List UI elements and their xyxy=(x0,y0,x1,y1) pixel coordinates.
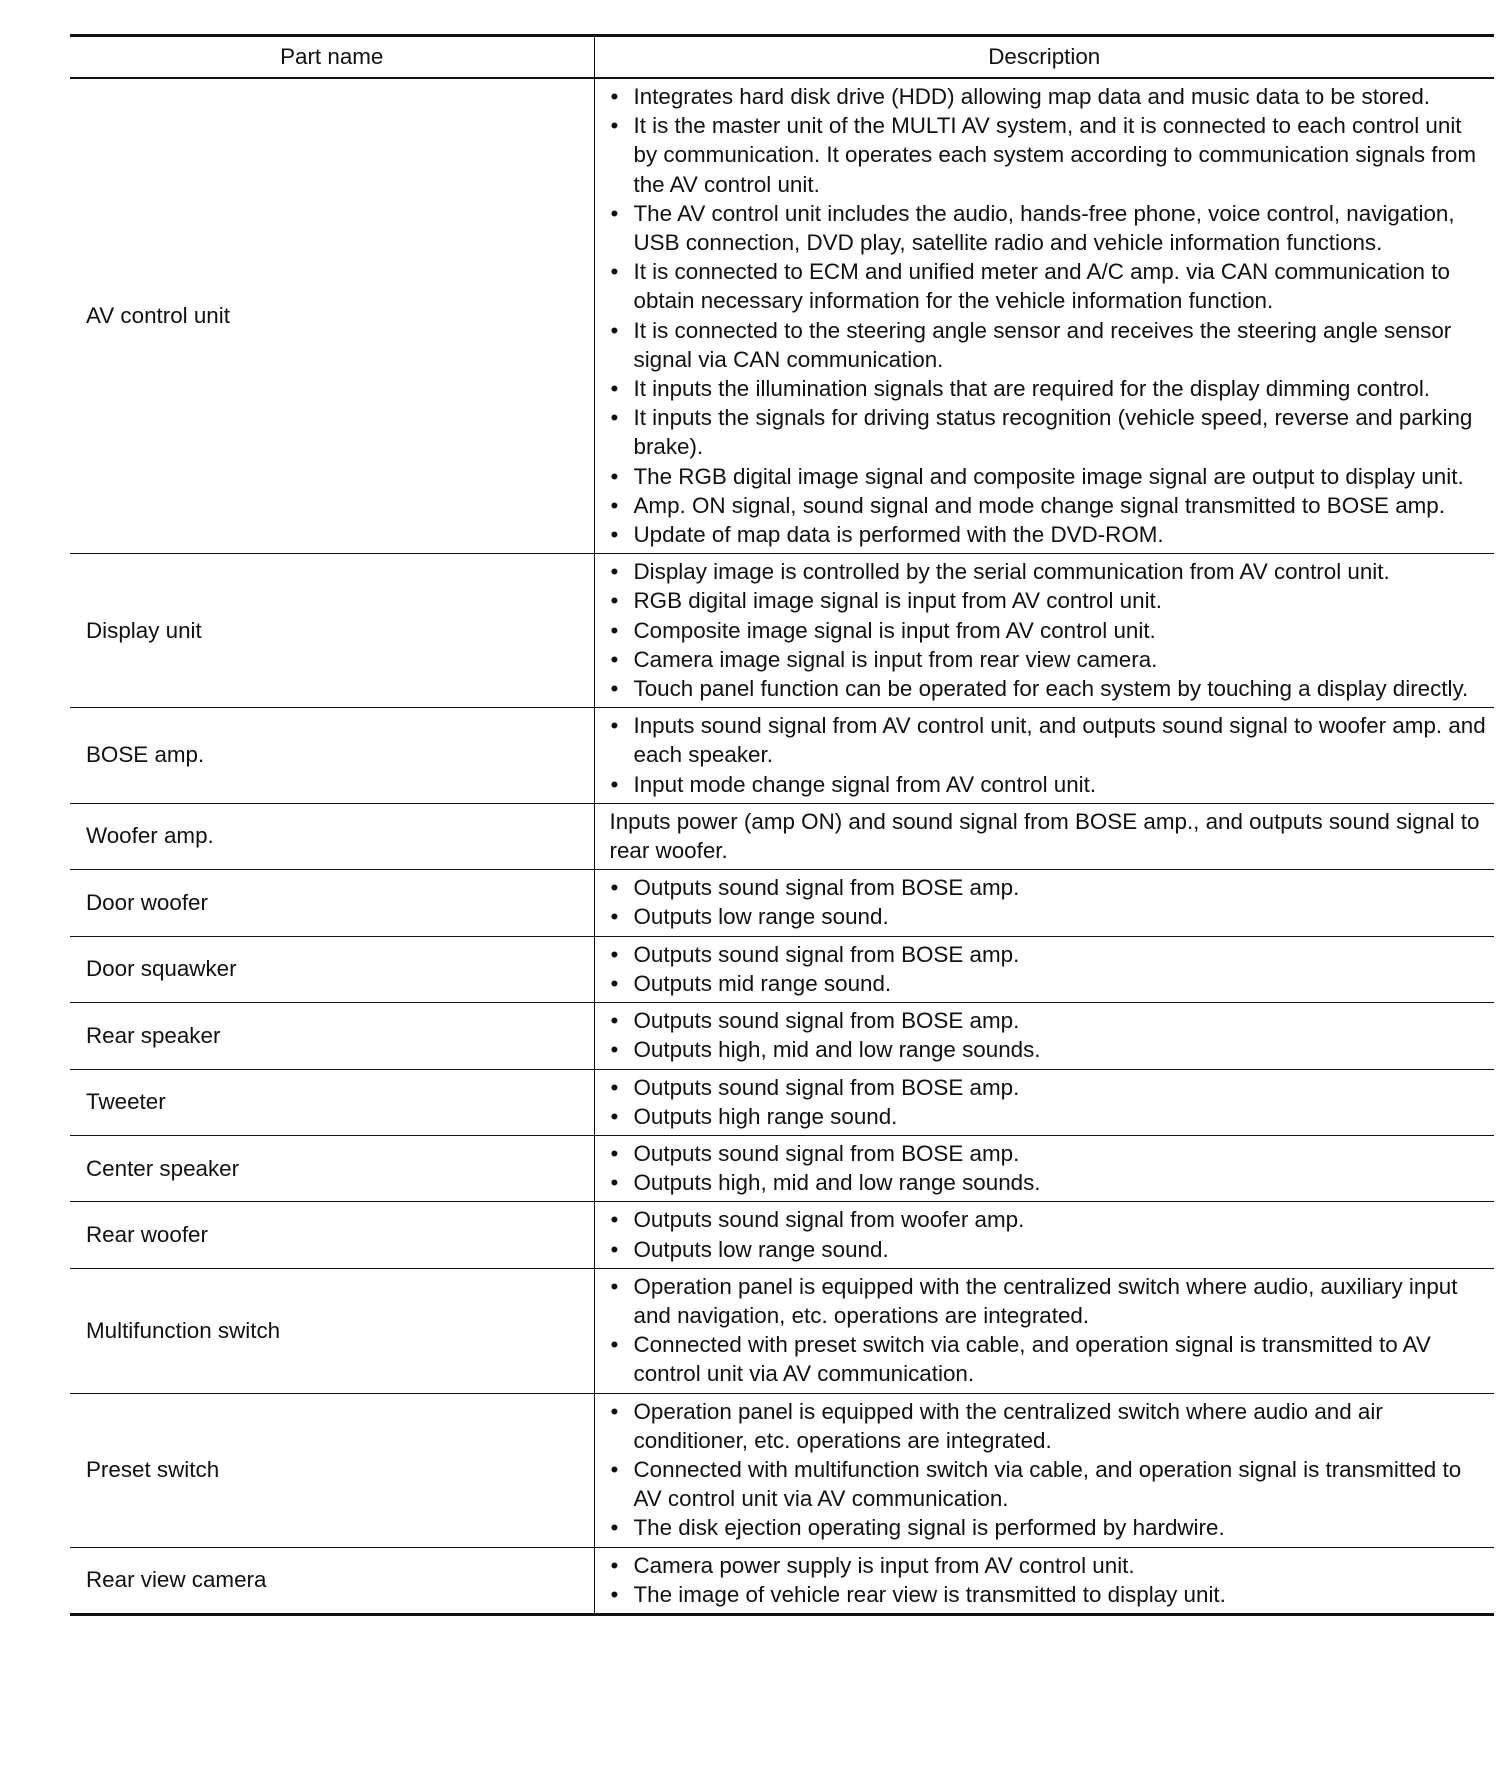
description-bullet: • Connected with preset switch via cable, and operation signal is transmitted to AV control unit via AV communication. xyxy=(610,1330,1489,1388)
description-cell xyxy=(594,708,1494,804)
description-cell xyxy=(594,1135,1494,1201)
part-name-cell: Door woofer xyxy=(70,870,594,936)
part-name-cell: Center speaker xyxy=(70,1135,594,1201)
part-name-cell: Tweeter xyxy=(70,1069,594,1135)
description-cell xyxy=(594,1069,1494,1135)
description-bullet-list xyxy=(610,82,1489,549)
description-bullet-list xyxy=(610,1073,1489,1131)
description-bullet-list xyxy=(610,1006,1489,1064)
part-name-cell: AV control unit xyxy=(70,78,594,554)
description-bullet: • Camera image signal is input from rear view camera. xyxy=(610,645,1489,674)
table-body xyxy=(70,78,1494,1614)
description-bullet: • Outputs sound signal from BOSE amp. xyxy=(610,1139,1489,1168)
table-row xyxy=(70,1268,1494,1393)
description-cell xyxy=(594,870,1494,936)
description-bullet: • The RGB digital image signal and composite image signal are output to display unit. xyxy=(610,462,1489,491)
description-cell xyxy=(594,554,1494,708)
description-bullet: • Outputs high, mid and low range sounds. xyxy=(610,1035,1489,1064)
description-bullet-list xyxy=(610,1397,1489,1543)
description-text: Inputs power (amp ON) and sound signal from BOSE amp., and outputs sound signal to rear woofer. xyxy=(609,808,1480,864)
description-bullet: • Input mode change signal from AV control unit. xyxy=(610,770,1489,799)
description-bullet: • Outputs high range sound. xyxy=(610,1102,1489,1131)
part-name-cell: Preset switch xyxy=(70,1393,594,1547)
description-bullet-list xyxy=(610,1272,1489,1389)
description-bullet: • Outputs low range sound. xyxy=(610,1235,1489,1264)
table-row xyxy=(70,1547,1494,1614)
description-bullet: • Operation panel is equipped with the centralized switch where audio and air conditioner, etc. operations are integrated. xyxy=(610,1397,1489,1455)
description-bullet: • Outputs sound signal from BOSE amp. xyxy=(610,1006,1489,1035)
header-description: Description xyxy=(988,44,1101,70)
description-bullet: • Outputs mid range sound. xyxy=(610,969,1489,998)
description-bullet-list xyxy=(610,940,1489,998)
header-part-name: Part name xyxy=(70,36,594,79)
part-name-cell: Rear woofer xyxy=(70,1202,594,1268)
description-bullet: • Integrates hard disk drive (HDD) allowing map data and music data to be stored. xyxy=(610,82,1489,111)
part-name-cell: Display unit xyxy=(70,554,594,708)
description-bullet-list xyxy=(610,873,1489,931)
description-bullet-list xyxy=(610,557,1489,703)
description-bullet: • Outputs high, mid and low range sounds. xyxy=(610,1168,1489,1197)
description-bullet: • Outputs sound signal from BOSE amp. xyxy=(610,940,1489,969)
table-row xyxy=(70,1202,1494,1268)
description-bullet: • It inputs the signals for driving status recognition (vehicle speed, reverse and parking brake). xyxy=(610,403,1489,461)
description-bullet: • Outputs sound signal from woofer amp. xyxy=(610,1205,1489,1234)
description-cell xyxy=(594,1547,1494,1614)
description-bullet: • The AV control unit includes the audio, hands-free phone, voice control, navigation, USB connection, DVD play, satellite radio and vehicle information functions. xyxy=(610,199,1489,257)
table-row xyxy=(70,1393,1494,1547)
parts-description-table xyxy=(70,34,1494,1616)
part-name-cell: Rear speaker xyxy=(70,1003,594,1069)
table-row xyxy=(70,936,1494,1002)
description-cell xyxy=(594,1003,1494,1069)
description-bullet: • It inputs the illumination signals that are required for the display dimming control. xyxy=(610,374,1489,403)
table-row xyxy=(70,1069,1494,1135)
description-bullet: • Outputs low range sound. xyxy=(610,902,1489,931)
table-header-row xyxy=(70,36,1494,79)
part-name-cell: Rear view camera xyxy=(70,1547,594,1614)
table-row xyxy=(70,708,1494,804)
description-bullet-list xyxy=(610,1205,1489,1263)
description-bullet: • Touch panel function can be operated for each system by touching a display directly. xyxy=(610,674,1489,703)
description-cell xyxy=(594,78,1494,554)
description-bullet: • Update of map data is performed with the DVD-ROM. xyxy=(610,520,1489,549)
table-row xyxy=(70,1003,1494,1069)
description-bullet-list xyxy=(610,711,1489,799)
description-bullet: • Outputs sound signal from BOSE amp. xyxy=(610,1073,1489,1102)
description-bullet: • Camera power supply is input from AV control unit. xyxy=(610,1551,1489,1580)
description-bullet: • Composite image signal is input from AV control unit. xyxy=(610,616,1489,645)
description-bullet-list xyxy=(610,1139,1489,1197)
description-bullet: • Display image is controlled by the serial communication from AV control unit. xyxy=(610,557,1489,586)
description-bullet: • The image of vehicle rear view is transmitted to display unit. xyxy=(610,1580,1489,1609)
description-bullet: • The disk ejection operating signal is performed by hardwire. xyxy=(610,1513,1489,1542)
table-row xyxy=(70,870,1494,936)
description-bullet: • Inputs sound signal from AV control unit, and outputs sound signal to woofer amp. and each speaker. xyxy=(610,711,1489,769)
table-row xyxy=(70,803,1494,869)
description-cell xyxy=(594,936,1494,1002)
description-bullet: • RGB digital image signal is input from AV control unit. xyxy=(610,586,1489,615)
part-name-cell: Multifunction switch xyxy=(70,1268,594,1393)
description-cell xyxy=(594,1268,1494,1393)
description-bullet: • It is connected to the steering angle sensor and receives the steering angle sensor signal via CAN communication. xyxy=(610,316,1489,374)
description-bullet: • It is connected to ECM and unified meter and A/C amp. via CAN communication to obtain necessary information for the vehicle information function. xyxy=(610,257,1489,315)
table-row xyxy=(70,554,1494,708)
table-row xyxy=(70,78,1494,554)
description-bullet: • It is the master unit of the MULTI AV system, and it is connected to each control unit by communication. It operates each system according to communication signals from the AV control unit. xyxy=(610,111,1489,199)
description-bullet: • Operation panel is equipped with the centralized switch where audio, auxiliary input and navigation, etc. operations are integrated. xyxy=(610,1272,1489,1330)
table-row xyxy=(70,1135,1494,1201)
part-name-cell: Door squawker xyxy=(70,936,594,1002)
part-name-cell: Woofer amp. xyxy=(70,803,594,869)
description-cell xyxy=(594,1393,1494,1547)
description-cell xyxy=(594,803,1494,869)
description-bullet: • Outputs sound signal from BOSE amp. xyxy=(610,873,1489,902)
parts-table-page xyxy=(70,34,1494,1616)
description-cell xyxy=(594,1202,1494,1268)
description-bullet: • Connected with multifunction switch via cable, and operation signal is transmitted to AV control unit via AV communication. xyxy=(610,1455,1489,1513)
part-name-cell: BOSE amp. xyxy=(70,708,594,804)
description-bullet: • Amp. ON signal, sound signal and mode change signal transmitted to BOSE amp. xyxy=(610,491,1489,520)
description-bullet-list xyxy=(610,1551,1489,1609)
